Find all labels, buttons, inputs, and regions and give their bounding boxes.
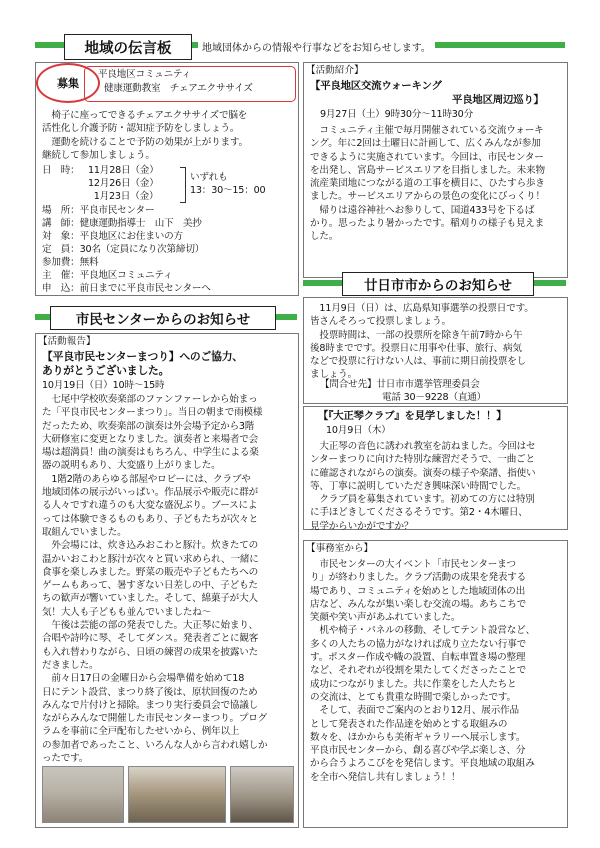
activity-title-line1: 【平良地区交流ウォーキング (310, 80, 442, 92)
recruit-date-1: 11月28日（金） (88, 165, 159, 176)
activity-tag: 【活動紹介】 (306, 65, 364, 76)
activity-date: 9月27日（土）9時30分～11時30分 (320, 109, 473, 120)
recruit-detail-fee: 参加費：無料 (42, 257, 99, 268)
office-body: 市民センターの大イベント「市民センターまつ り」が終わりました。クラブ活動の成果を発表する 場であり、コミュニティを始めとした地域団体の出 店など、みんなが集い楽しむ交流の場。あちこちで 笑顔や笑い声があふれていました。 机や椅子・パネルの移動、そしてテント設営など、 多くの人たちの協力がなければ成り立たない行事で す。ポスター作成や幟の設置、自転車置き場の整理 など、それぞれが役割を果たしてくださったことで 成功につながりました。共に作業をした人たちと の交流は、とても貴重な時間で楽しかったです。 そして、表面でご案内のとおり12月、展示作品 として発表された作品達を始めとする取組みの 数々を、ほかからも美術ギャラリーへ展示します。 平良市民センターから、創る喜びや学ぶ楽しさ、分 から合うよろこびをを発信します。平良地域の取組み を全市へ発信し共有しましょう！！ (310, 559, 535, 783)
recruit-org: 平良地区コミュニティ (98, 69, 191, 80)
recruit-detail-venue: 場 所：平良市民センター (42, 205, 155, 216)
city-contact-2: 電話 30－9228（直通） (382, 392, 487, 403)
city-contact-1: 【問合せ先】廿日市市選挙管理委員会 (320, 379, 480, 390)
center-date: 10月19日（日）10時～15時 (42, 380, 165, 391)
center-heading: 市民センターからのお知らせ (50, 306, 276, 330)
recruit-body: 椅子に座ってできるチェアエクササイズで脳を 活性化し介護予防・認知症予防をしましょう。 運動を続けることで予防の効果が上がります。 継続して参加しましょう。 (42, 110, 248, 161)
center-title-line1: 【平良市民センターまつり】へのご協力、 (42, 350, 243, 363)
page-subtitle: 地域団体からの情報や行事などをお知らせします。 (198, 39, 435, 54)
recruit-detail-apply: 申 込：前日までに平良市民センターへ (42, 283, 211, 294)
recruit-time-note-1: いずれも (190, 172, 228, 183)
city-heading: 廿日市市からのお知らせ (342, 272, 534, 296)
recruit-detail-target: 対 象：平良地区にお住まいの方 (42, 231, 183, 242)
recruit-time-note-2: 13：30～15：00 (190, 185, 266, 196)
page-title: 地域の伝言板 (64, 34, 192, 60)
recruit-class-name: 健康運動教室 チェアエクササイズ (104, 83, 253, 94)
center-title-line2: ありがとうございました。 (42, 364, 170, 377)
office-tag: 【事務室から】 (306, 543, 374, 554)
date-bracket (180, 167, 186, 203)
recruit-date-2: 12月26日（金） (88, 178, 159, 189)
festival-photo-1 (42, 766, 124, 823)
recruit-detail-instructor: 講 師：健康運動指導士 山下 美抄 (42, 218, 202, 229)
festival-photo-3 (230, 766, 294, 823)
center-tag: 【活動報告】 (38, 336, 96, 347)
taisho-date: 10月9日（木） (326, 425, 391, 436)
recruit-badge-label: 募集 (57, 77, 79, 90)
taisho-title: 【『大正琴クラブ』を見学しました！！】 (318, 410, 507, 422)
activity-title-line2: 平良地区周辺巡り】 (452, 94, 544, 106)
taisho-body: 大正琴の音色に誘われ教室を訪ねました。今回はセ ンターまつりに向けた特別な練習だそうで、一曲ごと に確認されながらの演奏。演奏の様子や楽譜、指使い 等、丁寧に説明していただき興味深い時間でした。 クラブ員を募集されています。初めての方には特別 に手ほどきしてくださるそうです。第2・4木曜日、 見学からいかがですか？ (310, 441, 536, 532)
activity-body: コミュニティ主催で毎月開催されている交流ウォーキ ング。年に2回は土曜日に計画して、広くみんなが参加 できるように実施されています。今回は、市民センター を出発し、宮島サービスエリアを目指しました。未来物 流産業団地につながる道の工事を横目に、ひたすら歩き ました。サービスエリアからの景色の変化にびっくり！ 帰りは遠谷神社へお参りして、国道433号を下るば かり。思ったより暑かったです。稲刈りの様子も見えま した。 (310, 125, 545, 243)
recruit-date-3: 1月23日（金） (88, 191, 159, 202)
recruit-detail-capacity: 定 員：30名（定員になり次第締切） (42, 244, 205, 255)
recruit-detail-host: 主 催：平良地区コミュニティ (42, 270, 173, 281)
recruit-dates-label: 日 時： (42, 165, 80, 176)
festival-photo-2 (128, 766, 226, 823)
center-body: 七尾中学校吹奏楽部のファンファーレから始まっ た「平良市民センターまつり」。当日の朝まで雨模様 だったため、吹奏楽部の演奏は外会場予定から3階 大研修室に変更となりました。演奏者と来場者で会 場は超満員！曲の演奏はもちろん、中学生による楽 器の説明もあり、大変盛り上がりました。 1階2階のあらゆる部屋やロビーには、クラブや 地域団体の展示がいっぱい。作品展示や販売に群が る人々ですれ違うのも大変な盛況ぶり。ブースによ っては体験できるものもあり、子どもたちが次々と 取組んでいました。 外会場には、炊き込みおこわと豚汁。炊きたての 温かいおこわと豚汁が次々と買い求められ、一緒に 食事を楽しみました。野菜の販売や子どもたちへの ゲームもあって、暑すぎない日差しの中、子どもた ちの歓声が響いていました。そして、綿菓子が大人 気！大人も子どもも並んでいましたね～ 午後は芸能の部の発表でした。大正琴に始まり、 合唱や詩吟に琴、そしてダンス。発表者ごとに観客 も入れ替わりながら、日頃の練習の成果を披露いた だきました。 前々日17日の金曜日から会場準備を始めて18 日にテント設営、まつり終了後は、原状回復のため みんなで片付けと掃除。まつり実行委員会で協議し ながらみんなで開催した市民センターまつり。プログ ラムを事前に全戸配布したせいから、例年以上 の参加者であったこと、いろんな人から言われ嬉しか ったです。 (42, 394, 268, 765)
city-body: 11月9日（日）は、広島県知事選挙の投票日です。 皆さんそろって投票しましょう。 投票時間は、一部の投票所を除き午前7時から午 後8時までです。投票日に用事や仕事、旅行、病気 などで投票に行けない人は、事前に期日前投票をし ましょう。 (310, 303, 534, 381)
